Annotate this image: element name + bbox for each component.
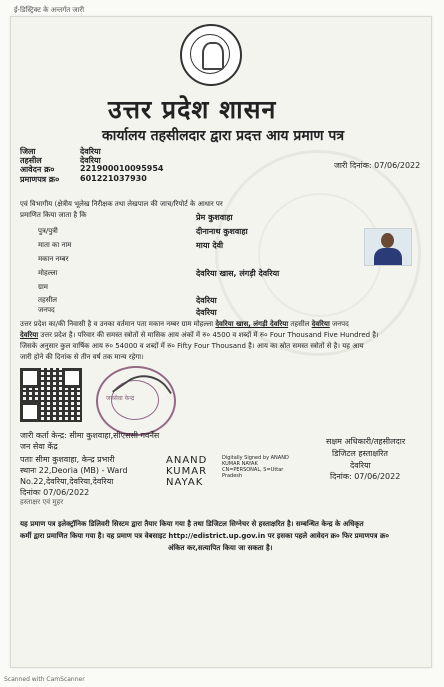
sign-detail-2: KUMAR NAYAK: [222, 461, 258, 467]
issuer-line-1: जारी कर्ता केन्द्र: सीमा कुशवाहा,सीएससी गवर्नेंस: [20, 431, 160, 440]
detail-label-mother: माता का नाम: [38, 241, 72, 249]
certificate-label: प्रमाणपत्र क्र०: [20, 175, 60, 184]
body-line-2: [20, 331, 379, 340]
issuer-line-2: जन सेवा केंद्र: [20, 442, 58, 451]
district-label: जिला: [20, 147, 36, 156]
sign-detail-1: Digitally Signed by ANAND: [222, 455, 289, 461]
applicant-name: प्रेम कुशवाहा: [196, 213, 233, 222]
authority-line-3: देवरिया: [350, 461, 371, 470]
detail-label-district: जनपद: [38, 306, 55, 314]
page-subtitle: कार्यालय तहसीलदार द्वारा प्रदत्त आय प्रमाण पत्र: [102, 128, 345, 144]
body-tehsil-word: तहसील: [290, 320, 310, 328]
applicant-photo: [364, 228, 412, 266]
issuer-date: दिनांकः 07/06/2022: [20, 488, 90, 497]
father-name: दीनानाथ कुशवाहा: [196, 227, 248, 236]
seal-text: जनसेवा केन्द्र: [106, 395, 135, 402]
body-annual-income: जिसके अनुसार कुल वार्षिक आय रु० 54000 व शब्दों में रु० Fifty Four Thousand है। आय का स्रोत समस्त स्त्रोतों से है। यह आय: [20, 342, 364, 350]
detail-label-village: ग्राम: [38, 283, 48, 291]
body-tehsil-value: देवरिया: [311, 320, 330, 328]
tehsil-value: देवरिया: [80, 156, 101, 165]
footer-line-3: अंकित कर,सत्यापित किया जा सकता है।: [168, 544, 273, 552]
up-emblem-icon: [180, 24, 242, 86]
body-line-1a: उत्तर प्रदेश का/की निवासी है व उनका वर्तमान पता मकान नम्बर ग्राम मोहल्ला: [20, 320, 214, 328]
scanner-note: Scanned with CamScanner: [4, 676, 85, 683]
signer-name-line-3: NAYAK: [166, 477, 204, 488]
detail-label-tehsil: तहसील: [38, 296, 57, 304]
footer-line-2: कर्मी द्वारा प्रमाणित किया गया है। यह प्रमाण पत्र वेबसाइट http://edistrict.up.gov.in पर इसका पहले आवेदन क्र० फिर प्रमाणपत्र क्र०: [20, 532, 389, 540]
authority-date: दिनांक: 07/06/2022: [330, 472, 401, 481]
jan-seva-kendra-seal: [96, 366, 176, 436]
issuer-line-3: पताः सीमा कुशवाहा, केन्द्र प्रभारी: [20, 455, 115, 464]
body-monthly-income: उत्तर प्रदेश है। परिवार की समस्त स्त्रोतों से मासिक आय अंकों में रु० 4500 व शब्दों में रु० Four Thousand Five Hundred है।: [40, 331, 379, 339]
district-value: देवरिया: [80, 147, 101, 156]
footer-line-1: यह प्रमाण पत्र इलेक्ट्रॉनिक डिलिवरी सिस्टम द्वारा तैयार किया गया है तथा डिजिटल सिग्नेचर से हस्ताक्षरित है। सम्बन्धित केन्द्र के अधिकृत: [20, 520, 364, 528]
issuer-sign-note: हस्ताक्षर एवं मुहर: [20, 498, 64, 506]
authority-line-2: डिजिटल हस्ताक्षरित: [332, 449, 388, 458]
intro-line-2: प्रमाणित किया जाता है कि: [20, 211, 87, 219]
application-number: 221900010095954: [80, 164, 164, 173]
qr-code: [20, 368, 82, 422]
issue-date: जारी दिनांक: 07/06/2022: [334, 161, 421, 170]
authority-line-1: सक्षम अधिकारी/तहसीलदार: [326, 437, 406, 446]
body-line-1: [20, 320, 349, 329]
issuer-line-4: स्थानः 22,Deoria (MB) - Ward: [20, 466, 128, 475]
body-validity: जारी होने की दिनांक से तीन वर्ष तक मान्य रहेगा।: [20, 353, 144, 361]
sign-detail-4: Pradesh: [222, 473, 243, 479]
top-note: ई-डिस्ट्रिक्ट के अन्तर्गत जारी: [14, 6, 85, 14]
issuer-line-5: No.22,देवरिया,देवरिया,देवरिया: [20, 477, 114, 486]
tehsil-label: तहसील: [20, 156, 42, 165]
body-district-value: देवरिया: [20, 331, 39, 339]
detail-label-mohalla: मोहल्ला: [38, 269, 58, 277]
certificate-number: 601221037930: [80, 174, 147, 183]
signer-name-line-2: KUMAR: [166, 466, 208, 477]
digital-sign-details: [222, 455, 289, 479]
detail-label-father: पुत्र/पुत्री: [38, 227, 58, 235]
signer-name-line-1: ANAND: [166, 455, 208, 466]
body-district-word: जनपद: [332, 320, 349, 328]
page-title: उत्तर प्रदेश शासन: [108, 95, 277, 124]
mohalla-value: देवरिया खास, लंगड़ी देवरिया: [196, 269, 280, 278]
district-detail-value: देवरिया: [196, 308, 217, 317]
detail-label-house: मकान नम्बर: [38, 255, 69, 263]
body-address: देवरिया खास, लंगड़ी देवरिया: [215, 320, 289, 328]
tehsil-detail-value: देवरिया: [196, 296, 217, 305]
sign-detail-3: CN=PERSONAL, S=Uttar: [222, 467, 284, 473]
intro-line-1: एवं विभागीय (क्षेत्रीय भूलेख निरीक्षक तथा लेखपाल की जाच/रिपोर्ट के आधार पर: [20, 200, 223, 208]
application-label: आवेदन क्र०: [20, 165, 55, 174]
mother-name: माया देवी: [196, 241, 224, 250]
digital-signer-name: [166, 455, 207, 488]
